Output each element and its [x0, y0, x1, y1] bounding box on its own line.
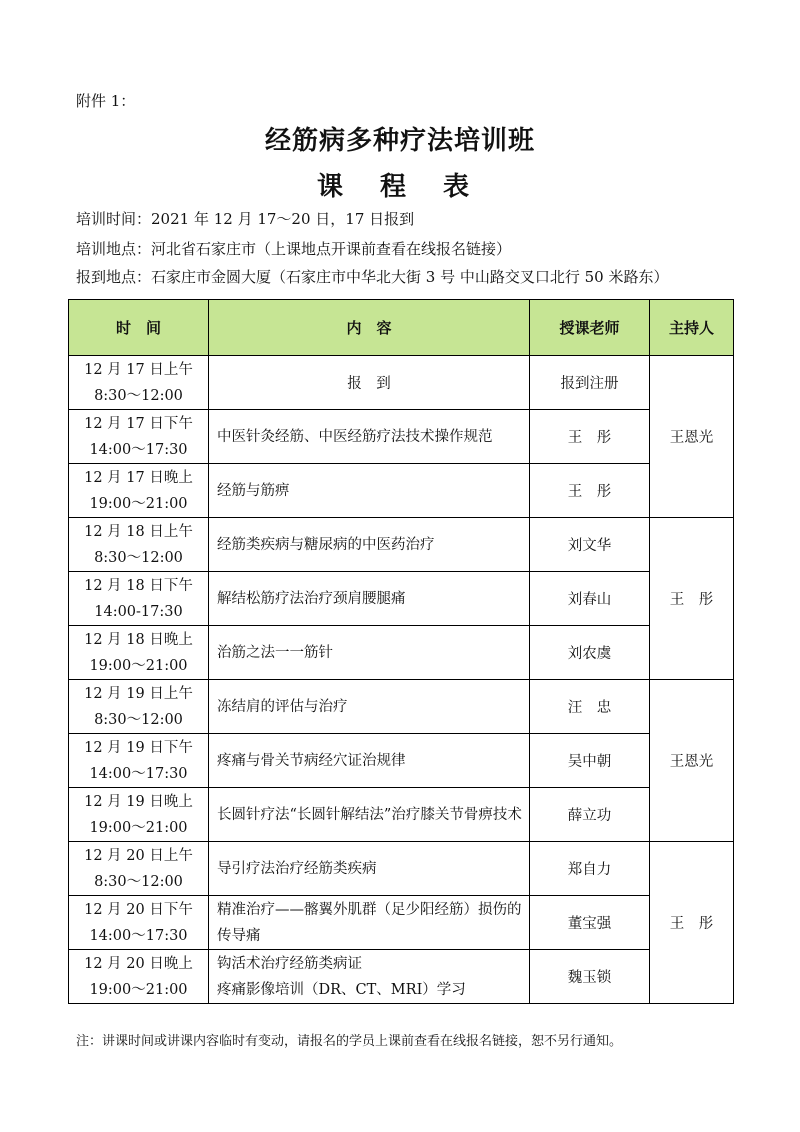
- attachment-label: 附件 1：: [76, 92, 136, 110]
- session-teacher: 魏玉锁: [530, 950, 650, 1004]
- session-date: 12 月 17 日上午: [84, 361, 193, 378]
- schedule-table: [68, 299, 734, 1004]
- table-row: [69, 626, 734, 680]
- table-row: [69, 788, 734, 842]
- session-time: [69, 572, 209, 626]
- session-time: [69, 950, 209, 1004]
- header-host: 主持人: [650, 300, 734, 356]
- session-hours: 14:00～17:30: [89, 765, 188, 782]
- session-content: 报 到: [209, 356, 530, 410]
- page-subtitle: 课 程 表: [316, 172, 484, 202]
- page-title: 经筋病多种疗法培训班: [264, 126, 535, 156]
- header-time: 时 间: [69, 300, 209, 356]
- table-row: [69, 572, 734, 626]
- training-time: 培训时间：2021 年 12 月 17～20 日，17 日报到: [76, 210, 415, 228]
- session-hours: 19:00～21:00: [89, 981, 188, 998]
- session-teacher: 薛立功: [530, 788, 650, 842]
- session-hours: 14:00-17:30: [94, 603, 183, 620]
- session-date: 12 月 19 日晚上: [84, 793, 193, 810]
- session-hours: 19:00～21:00: [89, 495, 188, 512]
- session-date: 12 月 19 日下午: [84, 739, 193, 756]
- session-date: 12 月 18 日下午: [84, 577, 193, 594]
- table-row: [69, 518, 734, 572]
- table-row: [69, 680, 734, 734]
- table-row: [69, 896, 734, 950]
- session-time: [69, 896, 209, 950]
- session-content: 冻结肩的评估与治疗: [209, 680, 530, 734]
- session-content: 中医针灸经筋、中医经筋疗法技术操作规范: [209, 410, 530, 464]
- session-teacher: 王 彤: [530, 410, 650, 464]
- session-date: 12 月 20 日上午: [84, 847, 193, 864]
- session-content: 精准治疗——髂翼外肌群（足少阳经筋）损伤的传导痛: [209, 896, 530, 950]
- session-content: [209, 950, 530, 1004]
- session-teacher: 刘农虞: [530, 626, 650, 680]
- session-teacher: 王 彤: [530, 464, 650, 518]
- session-hours: 14:00～17:30: [89, 927, 188, 944]
- session-teacher: 汪 忠: [530, 680, 650, 734]
- header-teacher: 授课老师: [530, 300, 650, 356]
- session-content-line: 钩活术治疗经筋类病证: [217, 955, 362, 972]
- table-row: [69, 950, 734, 1004]
- session-teacher: 报到注册: [530, 356, 650, 410]
- session-content: 经筋类疾病与糖尿病的中医药治疗: [209, 518, 530, 572]
- session-hours: 19:00～21:00: [89, 819, 188, 836]
- session-host: 王恩光: [650, 356, 734, 518]
- session-hours: 8:30～12:00: [94, 387, 183, 404]
- session-time: [69, 518, 209, 572]
- training-location: 培训地点：河北省石家庄市（上课地点开课前查看在线报名链接）: [76, 240, 512, 258]
- session-teacher: 董宝强: [530, 896, 650, 950]
- session-teacher: 郑自力: [530, 842, 650, 896]
- table-row: [69, 464, 734, 518]
- session-teacher: 刘春山: [530, 572, 650, 626]
- checkin-location: 报到地点：石家庄市金圆大厦（石家庄市中华北大街 3 号 中山路交叉口北行 50 米路东）: [76, 268, 669, 286]
- table-header-row: [69, 300, 734, 356]
- footnote: 注：讲课时间或讲课内容临时有变动，请报名的学员上课前查看在线报名链接，恕不另行通知。: [76, 1034, 623, 1049]
- session-time: [69, 734, 209, 788]
- session-time: [69, 680, 209, 734]
- session-host: 王 彤: [650, 842, 734, 1004]
- session-time: [69, 356, 209, 410]
- session-time: [69, 464, 209, 518]
- session-content: 长圆针疗法“长圆针解结法”治疗膝关节骨痹技术: [209, 788, 530, 842]
- session-date: 12 月 18 日晚上: [84, 631, 193, 648]
- session-hours: 19:00～21:00: [89, 657, 188, 674]
- session-date: 12 月 17 日晚上: [84, 469, 193, 486]
- session-date: 12 月 18 日上午: [84, 523, 193, 540]
- session-time: [69, 788, 209, 842]
- session-host: 王 彤: [650, 518, 734, 680]
- table-row: [69, 842, 734, 896]
- table-row: [69, 410, 734, 464]
- header-content: 内 容: [209, 300, 530, 356]
- session-hours: 8:30～12:00: [94, 873, 183, 890]
- session-content-line: 疼痛影像培训（DR、CT、MRI）学习: [217, 981, 466, 998]
- table-row: [69, 734, 734, 788]
- table-row: [69, 356, 734, 410]
- session-hours: 14:00～17:30: [89, 441, 188, 458]
- session-time: [69, 626, 209, 680]
- session-date: 12 月 19 日上午: [84, 685, 193, 702]
- session-content: 经筋与筋痹: [209, 464, 530, 518]
- session-hours: 8:30～12:00: [94, 711, 183, 728]
- session-hours: 8:30～12:00: [94, 549, 183, 566]
- session-content: 解结松筋疗法治疗颈肩腰腿痛: [209, 572, 530, 626]
- session-content: 导引疗法治疗经筋类疾病: [209, 842, 530, 896]
- session-teacher: 刘文华: [530, 518, 650, 572]
- session-content: 疼痛与骨关节病经穴证治规律: [209, 734, 530, 788]
- session-time: [69, 842, 209, 896]
- session-date: 12 月 20 日下午: [84, 901, 193, 918]
- session-content: 治筋之法一一筋针: [209, 626, 530, 680]
- session-teacher: 吴中朝: [530, 734, 650, 788]
- session-time: [69, 410, 209, 464]
- session-host: 王恩光: [650, 680, 734, 842]
- session-date: 12 月 20 日晚上: [84, 955, 193, 972]
- session-date: 12 月 17 日下午: [84, 415, 193, 432]
